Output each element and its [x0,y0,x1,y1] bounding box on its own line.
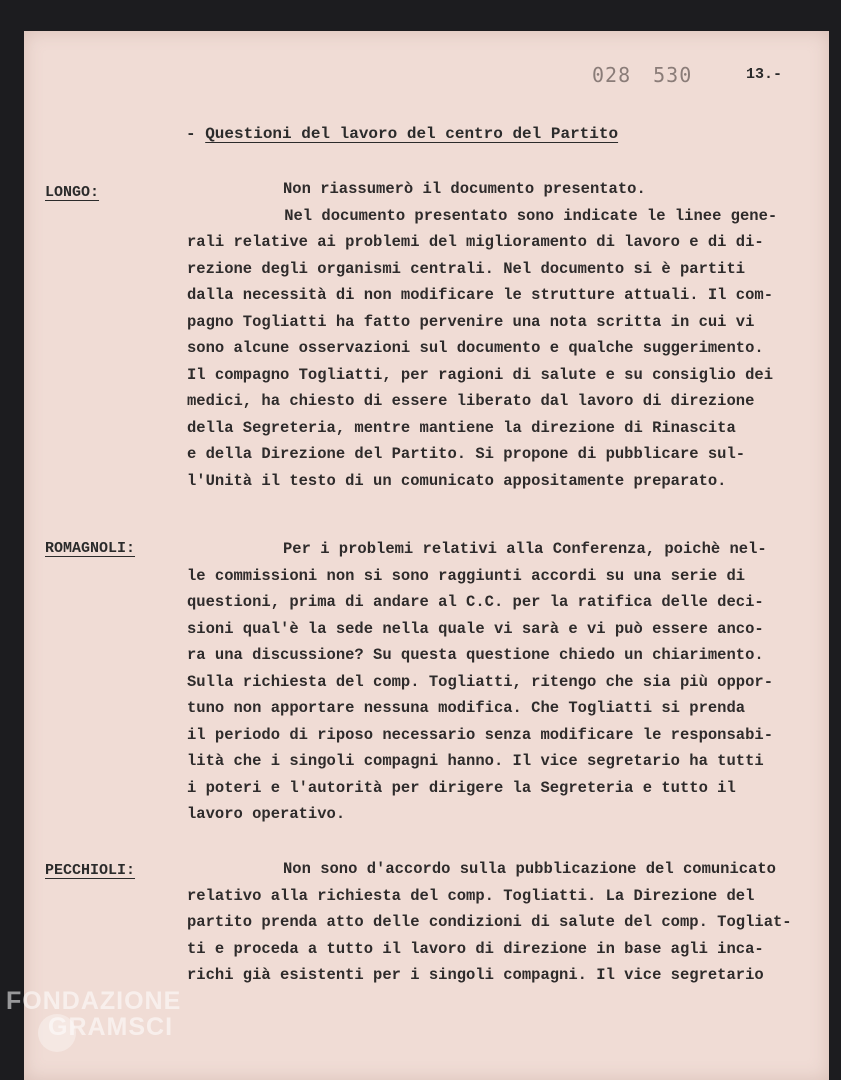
text-line: sono alcune osservazioni sul documento e qualche suggerimento. [187,339,764,357]
text-line: lavoro operativo. [187,805,346,823]
text-line: Sulla richiesta del comp. Togliatti, ritengo che sia più oppor- [187,672,773,691]
watermark-line-1: FONDAZIONE [6,987,182,1015]
speaker-label: LONGO: [45,184,100,201]
watermark-logo [6,988,181,1040]
text-line: rezione degli organismi centrali. Nel documento si è partiti [187,259,746,278]
text-line: Per i problemi relativi alla Conferenza, poichè nel- [283,540,767,558]
text-line: Non sono d'accordo sulla pubblicazione del comunicato [283,860,776,878]
archive-ref-part: 530 [653,63,693,87]
text-line: sioni qual'è la sede nella quale vi sarà e vi può essere anco- [187,619,764,638]
gramsci-logo-icon [38,1014,76,1052]
text-line: pagno Togliatti ha fatto pervenire una nota scritta in cui vi [187,312,755,331]
heading-title: Questioni del lavoro del centro del Partito [205,125,619,143]
text-line: le commissioni non si sono raggiunti accordi su una serie di [187,566,746,585]
section-heading [186,125,618,143]
speaker-paragraph [187,536,807,828]
text-line: medici, ha chiesto di essere liberato dal lavoro di direzione [187,392,755,410]
archive-reference [592,63,714,87]
watermark-line-2: GRAMSCI [48,1013,174,1041]
text-line: richi già esistenti per i singoli compagni. Il vice segretario [187,966,764,984]
text-line: Il compagno Togliatti, per ragioni di salute e su consiglio dei [187,365,773,384]
text-line: Nel documento presentato sono indicate le linee gene- [247,206,778,225]
speaker-label: PECCHIOLI: [45,862,136,879]
text-line: il periodo di riposo necessario senza modificare le responsabi- [187,725,773,744]
heading-dash: - [186,125,206,143]
text-line: l'Unità il testo di un comunicato appositamente preparato. [187,471,727,490]
text-line: e della Direzione del Partito. Si propone di pubblicare sul- [187,445,746,463]
speaker-paragraph [187,176,807,494]
text-line: lità che i singoli compagni hanno. Il vice segretario ha tutti [187,752,764,770]
text-line: dalla necessità di non modificare le strutture attuali. Il com- [187,286,773,304]
text-line: partito prenda atto delle condizioni di salute del comp. Togliat- [187,913,792,931]
text-line: Non riassumerò il documento presentato. [283,180,646,198]
speaker-paragraph [187,856,807,989]
text-line: relativo alla richiesta del comp. Togliatti. La Direzione del [187,886,755,905]
text-line: ra una discussione? Su questa questione chiedo un chiarimento. [187,646,764,664]
page-number: 13.- [746,66,783,83]
text-line: della Segreteria, mentre mantiene la direzione di Rinascita [187,418,736,437]
archive-ref-part: 028 [592,63,632,87]
text-line: i poteri e l'autorità per dirigere la Segreteria e tutto il [187,778,736,797]
text-line: ti e proceda a tutto il lavoro di direzione in base agli inca- [187,939,764,958]
text-line: questioni, prima di andare al C.C. per la ratifica delle deci- [187,593,764,611]
text-line: rali relative ai problemi del miglioramento di lavoro e di di- [187,233,764,251]
text-line: tuno non apportare nessuna modifica. Che Togliatti si prenda [187,699,746,717]
speaker-label: ROMAGNOLI: [45,540,136,557]
